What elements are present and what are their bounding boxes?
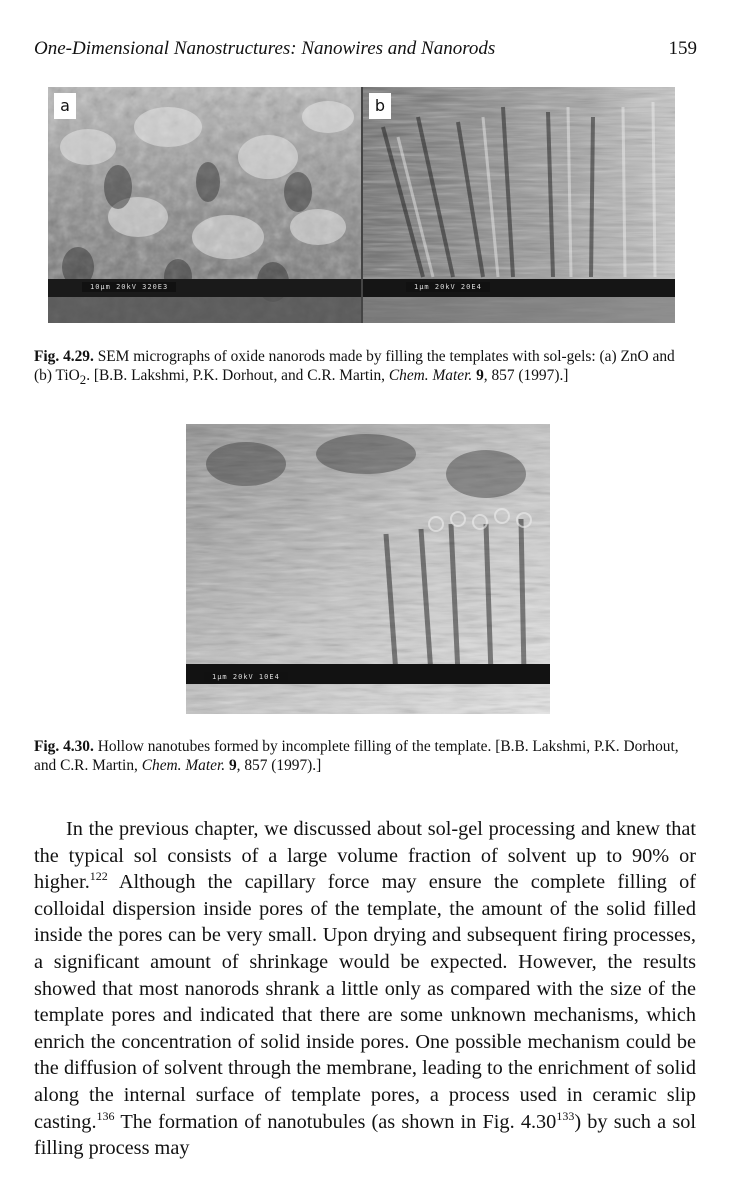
body-paragraph	[34, 816, 696, 1162]
scale-bar-panel-b: 1μm 20kV 20E4	[406, 282, 490, 292]
figure-4-29	[48, 87, 675, 323]
caption-text: SEM micrographs of oxide nanorods made by filling the templates with sol-gels: (a) ZnO and (b) TiO	[34, 348, 675, 384]
caption-text: , 857 (1997).]	[236, 757, 322, 774]
reference-superscript: 122	[89, 869, 108, 884]
reference-superscript: 136	[96, 1108, 115, 1123]
caption-text: . [B.B. Lakshmi, P.K. Dorhout, and C.R. Martin,	[86, 367, 389, 384]
scale-bar-panel-a: 10μm 20kV 320E3	[82, 282, 176, 292]
figure-4-29-caption	[34, 347, 696, 390]
caption-label: Fig. 4.30.	[34, 738, 94, 755]
page-number: 159	[668, 38, 697, 59]
caption-text: , 857 (1997).]	[483, 367, 569, 384]
running-header	[34, 38, 697, 62]
caption-label: Fig. 4.29.	[34, 348, 94, 365]
figure-4-30	[186, 424, 550, 714]
body-text-segment: ) by such a sol filling process may	[34, 1110, 696, 1160]
caption-subscript: 2	[79, 373, 87, 388]
body-text-segment: The formation of nanotubules (as shown in Fig. 4.30	[114, 1110, 557, 1133]
caption-journal: Chem. Mater.	[141, 757, 226, 774]
body-text-segment: In the previous chapter, we discussed about sol-gel processing and knew that the typical sol consists of a large volume fraction of solvent up to 90% or higher.	[34, 818, 696, 894]
figure-4-30-caption	[34, 737, 696, 775]
caption-volume: 9	[472, 367, 484, 384]
caption-volume: 9	[225, 757, 237, 774]
panel-a-label: a	[54, 93, 76, 119]
running-title: One-Dimensional Nanostructures: Nanowires and Nanorods	[34, 38, 496, 59]
scale-bar-figure-4-30: 1μm 20kV 10E4	[204, 672, 288, 682]
body-text-segment: Although the capillary force may ensure the complete filling of colloidal dispersion inside pores of the template, the amount of the solid filled inside the pores can be very small. Upon drying and subsequent firing processes, a significant amount of shrinkage would be expected. However, the results showed that most nanorods shrank a little only as compared with the size of the template pores and indicated that there are some unknown mechanisms, which enrich the concentration of solid inside pores. One possible mechanism could be the diffusion of solvent through the membrane, leading to the enrichment of solid along the internal surface of template pores, a process used in ceramic slip casting.	[34, 871, 696, 1133]
panel-b-label: b	[369, 93, 391, 119]
caption-text: Hollow nanotubes formed by incomplete filling of the template. [B.B. Lakshmi, P.K. Dorhout, and C.R. Martin,	[34, 738, 679, 774]
caption-journal: Chem. Mater.	[388, 367, 473, 384]
reference-superscript: 133	[556, 1108, 575, 1123]
